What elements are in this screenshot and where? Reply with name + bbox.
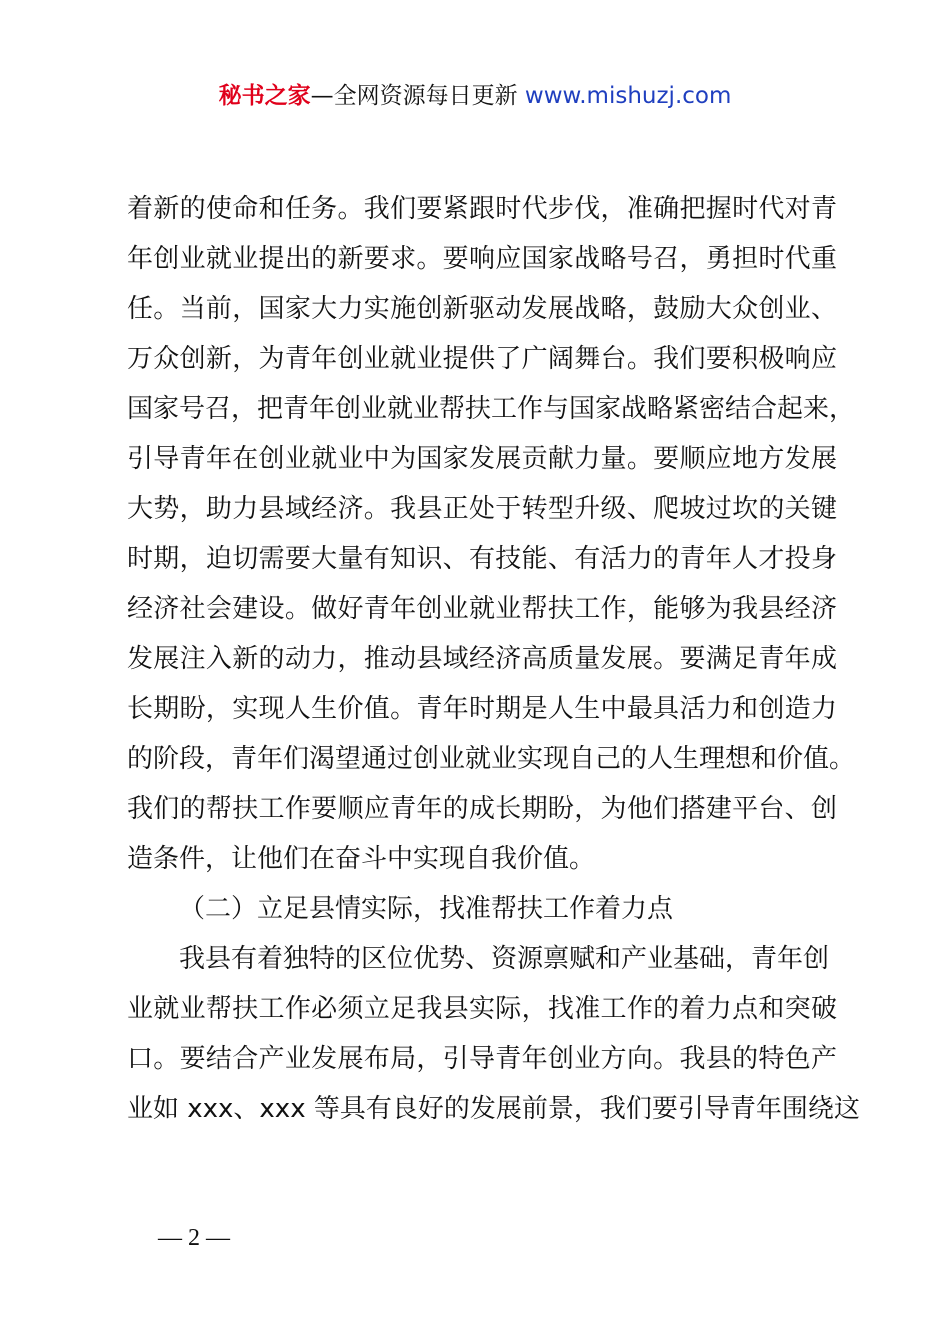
paragraph-1-line: 发展注入新的动力，推动县域经济高质量发展。要满足青年成	[127, 644, 837, 674]
section-subheading: （二）立足县情实际，找准帮扶工作着力点	[179, 894, 674, 924]
paragraph-2-line-first: 我县有着独特的区位优势、资源禀赋和产业基础，青年创	[179, 944, 830, 974]
paragraph-2-line: 业就业帮扶工作必须立足我县实际，找准工作的着力点和突破	[127, 994, 837, 1024]
site-banner	[0, 80, 950, 112]
paragraph-1-line: 着新的使命和任务。我们要紧跟时代步伐，准确把握时代对青	[127, 194, 837, 224]
paragraph-2-line: 业如 xxx、xxx 等具有良好的发展前景，我们要引导青年围绕这	[127, 1094, 860, 1124]
paragraph-1-line: 的阶段，青年们渴望通过创业就业实现自己的人生理想和价值。	[127, 744, 856, 774]
paragraph-1-line: 引导青年在创业就业中为国家发展贡献力量。要顺应地方发展	[127, 444, 837, 474]
page-number: — 2 —	[158, 1225, 230, 1251]
site-url[interactable]: www.mishuzj.com	[517, 83, 732, 109]
paragraph-1-line: 时期，迫切需要大量有知识、有技能、有活力的青年人才投身	[127, 544, 837, 574]
paragraph-1-line: 长期盼，实现人生价值。青年时期是人生中最具活力和创造力	[127, 694, 837, 724]
paragraph-1-line: 经济社会建设。做好青年创业就业帮扶工作，能够为我县经济	[127, 594, 837, 624]
paragraph-1-line: 大势，助力县域经济。我县正处于转型升级、爬坡过坎的关键	[127, 494, 837, 524]
paragraph-1-line: 国家号召，把青年创业就业帮扶工作与国家战略紧密结合起来，	[127, 394, 856, 424]
document-body	[127, 184, 860, 1134]
paragraph-1-line: 任。当前，国家大力实施创新驱动发展战略，鼓励大众创业、	[127, 294, 837, 324]
paragraph-1-line: 我们的帮扶工作要顺应青年的成长期盼，为他们搭建平台、创	[127, 794, 837, 824]
paragraph-1-line-last: 造条件，让他们在奋斗中实现自我价值。	[127, 844, 596, 874]
brand-name: 秘书之家	[218, 83, 311, 109]
paragraph-1-line: 年创业就业提出的新要求。要响应国家战略号召，勇担时代重	[127, 244, 837, 274]
banner-tagline: —全网资源每日更新	[310, 83, 518, 109]
paragraph-1-line: 万众创新，为青年创业就业提供了广阔舞台。我们要积极响应	[127, 344, 837, 374]
paragraph-2-line: 口。要结合产业发展布局，引导青年创业方向。我县的特色产	[127, 1044, 837, 1074]
